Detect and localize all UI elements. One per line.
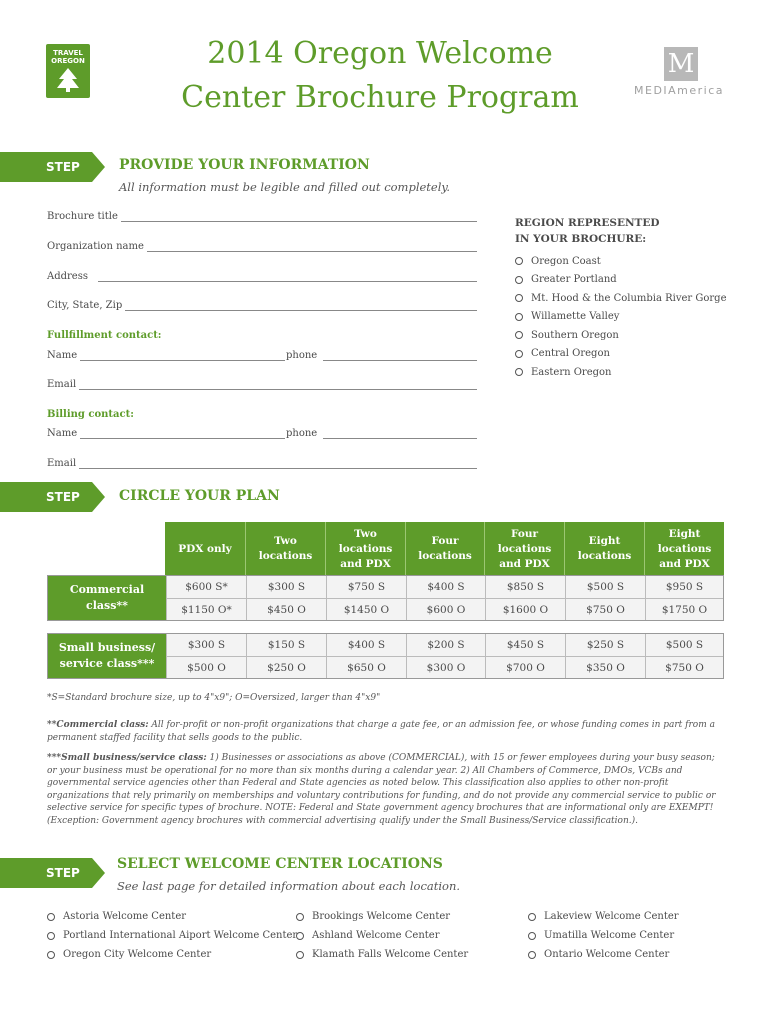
col-header-eight-locations-pdx: [644, 522, 724, 576]
col-header-text: and PDX: [340, 557, 391, 570]
radio-circle-icon[interactable]: [47, 932, 55, 940]
logo-text-travel: TRAVEL: [53, 49, 83, 57]
price-cell[interactable]: $1450 O: [326, 599, 406, 620]
fulfillment-name-field[interactable]: [47, 350, 285, 361]
travel-oregon-logo: [46, 44, 90, 98]
step-1-tag-label: STEP 1: [46, 160, 80, 204]
fulfillment-phone-line[interactable]: [323, 351, 477, 361]
location-label: Portland International Aiport Welcome Center: [63, 930, 298, 941]
radio-circle-icon[interactable]: [515, 294, 523, 302]
col-header-text: locations: [338, 542, 393, 555]
mediamerica-logo-text: MEDIAmerica: [634, 84, 725, 97]
location-column-3: [528, 907, 679, 964]
step-1-tag: [0, 152, 92, 204]
col-header-two-locations: [245, 522, 325, 576]
commercial-note-label: **Commercial class:: [47, 720, 149, 730]
price-cell[interactable]: $750 O: [565, 599, 645, 620]
address-line[interactable]: [98, 272, 477, 282]
small-business-class-group: [47, 633, 724, 679]
radio-circle-icon[interactable]: [47, 951, 55, 959]
col-header-pdx-only: [165, 522, 245, 576]
price-cell[interactable]: $450 O: [246, 599, 326, 620]
price-cell[interactable]: $950 S: [645, 576, 723, 598]
radio-circle-icon[interactable]: [515, 276, 523, 284]
step-3-heading: SELECT WELCOME CENTER LOCATIONS: [117, 856, 443, 872]
region-option-eastern-oregon[interactable]: [515, 363, 727, 382]
col-header-text: and PDX: [499, 557, 550, 570]
price-cell[interactable]: $300 O: [406, 657, 485, 678]
price-cell[interactable]: $300 S: [246, 576, 326, 598]
plan-table-header: [165, 522, 724, 576]
col-header-text: locations: [418, 550, 472, 562]
address-field[interactable]: [47, 271, 477, 282]
commercial-class-label: [48, 576, 166, 620]
radio-circle-icon[interactable]: [515, 368, 523, 376]
fulfillment-name-label: Name: [47, 350, 78, 361]
group-label-line: class**: [86, 599, 128, 612]
step-1-heading: PROVIDE YOUR INFORMATION: [119, 157, 370, 173]
fulfillment-email-line[interactable]: [79, 380, 477, 390]
col-header-two-locations-pdx: [325, 522, 405, 576]
tree-icon: [55, 67, 81, 93]
region-label: Willamette Valley: [531, 311, 620, 323]
price-cell[interactable]: $700 O: [485, 657, 565, 678]
radio-circle-icon[interactable]: [528, 932, 536, 940]
step-1-subheading: All information must be legible and filled out completely.: [119, 180, 451, 194]
col-header-text: Two: [354, 527, 377, 540]
table-row: [166, 656, 723, 678]
region-label: Mt. Hood & the Columbia River Gorge: [531, 292, 727, 304]
region-title-line-1: REGION REPRESENTED: [515, 217, 660, 229]
organization-name-line[interactable]: [147, 242, 477, 252]
location-option[interactable]: [528, 907, 679, 926]
radio-circle-icon[interactable]: [528, 951, 536, 959]
radio-circle-icon[interactable]: [47, 913, 55, 921]
location-option[interactable]: [47, 907, 297, 926]
region-option-central-oregon[interactable]: [515, 345, 727, 364]
price-cell[interactable]: $400 S: [406, 576, 485, 598]
price-cell[interactable]: $1150 O*: [166, 599, 246, 620]
table-row: [166, 598, 723, 620]
col-header-text: and PDX: [659, 557, 710, 570]
billing-name-label: Name: [47, 428, 78, 439]
radio-circle-icon[interactable]: [515, 257, 523, 265]
step-3-subheading: See last page for detailed information about each location.: [117, 879, 461, 893]
step-2-tag: [0, 482, 92, 534]
region-title-line-2: IN YOUR BROCHURE:: [515, 233, 647, 245]
region-label: Greater Portland: [531, 274, 617, 286]
price-cell[interactable]: $400 S: [326, 634, 406, 656]
col-header-text: locations: [258, 550, 313, 562]
commercial-class-group: [47, 575, 724, 621]
col-header-text: Four: [510, 527, 539, 540]
group-label-line: service class***: [59, 657, 155, 670]
region-list: [515, 252, 727, 382]
price-cell[interactable]: $500 S: [645, 634, 723, 656]
col-header-text: locations: [577, 550, 632, 562]
col-header-text: Two: [274, 535, 297, 547]
region-label: Oregon Coast: [531, 255, 601, 267]
small-note-label: ***Small business/service class:: [47, 753, 207, 763]
size-note: *S=Standard brochure size, up to 4"x9"; O=Oversized, larger than 4"x9": [47, 693, 381, 703]
radio-circle-icon[interactable]: [515, 331, 523, 339]
step-3-tag: [0, 858, 92, 910]
address-label: Address: [47, 271, 88, 282]
location-label: Klamath Falls Welcome Center: [312, 949, 469, 960]
region-option-oregon-coast[interactable]: [515, 252, 727, 271]
region-label: Eastern Oregon: [531, 366, 612, 378]
col-header-text: Eight: [668, 527, 701, 540]
fulfillment-email-label: Email: [47, 379, 77, 390]
small-business-class-note: [47, 752, 717, 827]
col-header-four-locations-pdx: [484, 522, 564, 576]
location-label: Oregon City Welcome Center: [63, 949, 212, 960]
mediamerica-logo-mark: M: [664, 47, 698, 81]
price-cell[interactable]: $250 O: [246, 657, 326, 678]
group-label-line: Small business/: [58, 641, 156, 654]
location-label: Umatilla Welcome Center: [544, 930, 675, 941]
radio-circle-icon[interactable]: [296, 951, 304, 959]
step-3-tag-label: STEP 3: [46, 866, 80, 910]
location-label: Astoria Welcome Center: [63, 911, 187, 922]
region-label: Central Oregon: [531, 348, 610, 360]
price-cell[interactable]: $200 S: [406, 634, 485, 656]
location-column-1: [47, 907, 297, 964]
billing-name-line[interactable]: [80, 429, 285, 439]
col-header-eight-locations: [564, 522, 644, 576]
billing-name-field[interactable]: [47, 428, 285, 439]
price-cell[interactable]: $1600 O: [485, 599, 565, 620]
fulfillment-contact-label: Fullfillment contact:: [47, 330, 162, 341]
billing-phone-label: phone: [286, 428, 318, 439]
title-line-1: 2014 Oregon Welcome: [207, 36, 553, 71]
table-row: [166, 634, 723, 656]
city-state-zip-line[interactable]: [125, 301, 477, 311]
location-label: Brookings Welcome Center: [312, 911, 451, 922]
table-row: [166, 576, 723, 598]
fulfillment-name-line[interactable]: [80, 351, 285, 361]
price-cell[interactable]: $850 S: [485, 576, 565, 598]
small-business-class-label: [48, 634, 166, 678]
price-cell[interactable]: $250 S: [565, 634, 645, 656]
radio-circle-icon[interactable]: [515, 350, 523, 358]
location-option[interactable]: [296, 945, 468, 964]
region-option-mt-hood[interactable]: [515, 289, 727, 308]
col-header-text: locations: [657, 542, 712, 555]
small-note-text: 1) Businesses or associations as above (COMMERCIAL), with 15 or fewer employees during your busy season; or your business must be operational for no more than six months during a calendar year. 2) All Chambers of Commerce, DMOs, VCBs and governmental service agencies other than Federal and State agencies as noted below. This classification also applies to other non-profit organizations that rely primarily on memberships and voluntary contributions for funding, and do not provide any commercial service to public or selective service for specific types of brochure. NOTE: Federal and State government agency brochures that are informational only are EXEMPT!: [47, 753, 716, 813]
billing-contact-label: Billing contact:: [47, 409, 134, 420]
location-option[interactable]: [296, 907, 468, 926]
col-header-text: PDX only: [178, 542, 232, 555]
location-label: Ontario Welcome Center: [544, 949, 670, 960]
location-column-2: [296, 907, 468, 964]
commercial-class-note: [47, 719, 717, 744]
location-option[interactable]: [47, 945, 297, 964]
step-2-heading: CIRCLE YOUR PLAN: [119, 488, 280, 504]
col-header-text: Four: [431, 535, 459, 547]
billing-phone-field[interactable]: [286, 428, 477, 439]
radio-circle-icon[interactable]: [296, 932, 304, 940]
radio-circle-icon[interactable]: [528, 913, 536, 921]
price-cell[interactable]: $300 S: [166, 634, 246, 656]
billing-email-label: Email: [47, 458, 77, 469]
step-2-tag-label: STEP 2: [46, 490, 80, 534]
fulfillment-email-field[interactable]: [47, 379, 477, 390]
city-state-zip-label: City, State, Zip: [47, 300, 123, 311]
title-line-2: Center Brochure Program: [181, 80, 579, 115]
brochure-title-field[interactable]: [47, 211, 477, 222]
exception-note: (Exception: Government agency brochures with commercial advertising qualify under the Small Business/Service classification.).: [47, 815, 639, 826]
organization-name-label: Organization name: [47, 241, 144, 252]
price-cell[interactable]: $500 O: [166, 657, 246, 678]
price-cell[interactable]: $650 O: [326, 657, 406, 678]
radio-circle-icon[interactable]: [515, 313, 523, 321]
price-cell[interactable]: $450 S: [485, 634, 565, 656]
organization-name-field[interactable]: [47, 241, 477, 252]
commercial-note-text: All for-profit or non-profit organizations that charge a gate fee, or an admission fee, or whose funding comes in part from a permanent staffed facility that sells goods to the public.: [47, 720, 715, 743]
location-option[interactable]: [296, 926, 468, 945]
logo-text-oregon: OREGON: [51, 57, 85, 65]
price-cell[interactable]: $150 S: [246, 634, 326, 656]
price-cell[interactable]: $600 O: [406, 599, 485, 620]
price-cell[interactable]: $1750 O: [645, 599, 723, 620]
price-cell[interactable]: $350 O: [565, 657, 645, 678]
region-label: Southern Oregon: [531, 329, 619, 341]
col-header-text: Eight: [588, 535, 621, 547]
billing-email-line[interactable]: [79, 459, 477, 469]
location-label: Ashland Welcome Center: [312, 930, 440, 941]
fulfillment-phone-label: phone: [286, 350, 318, 361]
billing-email-field[interactable]: [47, 458, 477, 469]
brochure-title-line[interactable]: [121, 212, 477, 222]
location-option[interactable]: [528, 945, 679, 964]
city-state-zip-field[interactable]: [47, 300, 477, 311]
region-option-greater-portland[interactable]: [515, 271, 727, 290]
page-title: [120, 32, 640, 120]
price-cell[interactable]: $750 S: [326, 576, 406, 598]
col-header-four-locations: [405, 522, 484, 576]
price-cell[interactable]: $750 O: [645, 657, 723, 678]
location-option[interactable]: [528, 926, 679, 945]
radio-circle-icon[interactable]: [296, 913, 304, 921]
group-label-line: Commercial: [69, 583, 145, 596]
brochure-title-label: Brochure title: [47, 211, 118, 222]
location-label: Lakeview Welcome Center: [544, 911, 679, 922]
price-cell[interactable]: $600 S*: [166, 576, 246, 598]
region-title: [515, 215, 659, 247]
col-header-text: locations: [497, 542, 552, 555]
location-option[interactable]: [47, 926, 297, 945]
region-option-willamette-valley[interactable]: [515, 308, 727, 327]
fulfillment-phone-field[interactable]: [286, 350, 477, 361]
billing-phone-line[interactable]: [323, 429, 477, 439]
region-option-southern-oregon[interactable]: [515, 326, 727, 345]
price-cell[interactable]: $500 S: [565, 576, 645, 598]
